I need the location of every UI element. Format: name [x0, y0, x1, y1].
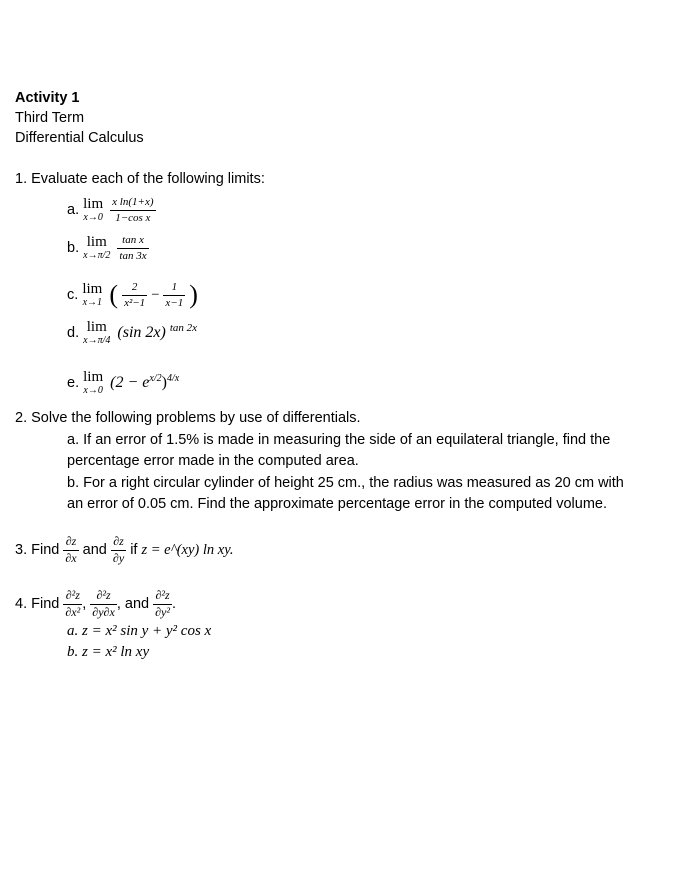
q1e-outer-exponent: 4/x: [166, 373, 180, 384]
q2a-item: [67, 430, 610, 472]
q1-prompt: 1. Evaluate each of the following limits:: [15, 171, 265, 187]
q1e-close-paren: ): [161, 374, 167, 391]
q1b-item: [67, 234, 149, 262]
q1d-base: (sin 2x): [117, 324, 166, 341]
q1d-item: [67, 320, 197, 346]
q1e-item: [67, 370, 179, 396]
q2b-line-2: an error of 0.05 cm. Find the approximate percentage error in the computed volume.: [67, 496, 608, 512]
q1c-item: [67, 280, 198, 310]
q1e-label: e.: [67, 374, 80, 391]
activity-title: Activity 1: [15, 90, 80, 106]
q1c-right-paren: ): [189, 280, 198, 309]
q2b-line-1: b. For a right circular cylinder of height 25 cm., the radius was measured as 20 cm with: [67, 475, 624, 491]
subject-label: Differential Calculus: [15, 130, 144, 146]
q1c-limit: lim x→1: [82, 281, 103, 308]
q4a-item: a. z = x² sin y + y² cos x: [67, 623, 212, 639]
q2-prompt: 2. Solve the following problems by use of differentials.: [15, 410, 361, 426]
q4-d2z-dx2: $\frac{\text{∂²z}}{\text{∂x²}}$: [65, 588, 81, 619]
q1e-base: (2 − e: [110, 374, 150, 391]
q1c-left-paren: (: [109, 280, 119, 309]
q2a-line-1: a. If an error of 1.5% is made in measuring the side of an equilateral triangle, find the: [67, 432, 611, 448]
q3-expression: z = e^(xy) ln xy.: [141, 542, 234, 559]
q3-find-label: 3. Find: [15, 542, 60, 559]
q1c-fraction-1: $\frac{2}{\text{x²−1}}$: [124, 280, 146, 309]
q4-d2z-dy2: $\frac{\text{∂²z}}{\text{∂y²}}$: [155, 588, 170, 619]
q4b-item: b. z = x² ln xy: [67, 644, 150, 660]
q3-dz-dy: $\frac{\partial z}{\partial y}$: [112, 534, 125, 565]
q1a-fraction: $\frac{\text{x ln(1+x)}}{\text{1−cos x}}$: [112, 196, 154, 224]
q1d-limit: lim x→π/4: [83, 319, 111, 346]
q3-and-label: and: [82, 542, 107, 559]
term-label: Third Term: [15, 110, 85, 126]
q2b-item: [67, 473, 624, 515]
q1a-item: [67, 196, 156, 224]
q4-d2z-dydx: $\frac{\text{∂²z}}{\partial y\partial x}$: [92, 588, 115, 619]
q1d-label: d.: [67, 324, 80, 341]
q1c-label: c.: [67, 286, 79, 303]
q1a-limit: lim x→0: [83, 196, 104, 224]
q4-find-label: 4. Find: [15, 596, 60, 613]
q3-if-label: if: [130, 542, 138, 559]
q1b-fraction: $\frac{\text{tan x}}{\tan 3x}$: [119, 234, 147, 262]
q4-and-label: and: [124, 596, 150, 613]
q1a-label: a.: [67, 201, 80, 218]
q1d-exponent: tan 2x: [169, 322, 198, 334]
q1e-limit: lim x→0: [83, 369, 104, 396]
q3-dz-dx: $\frac{\partial z}{\partial x}$: [65, 534, 77, 565]
q1b-limit: lim x→π/2: [83, 234, 111, 262]
q1e-inner-exponent: x/2: [149, 373, 162, 384]
q4-item: 4. Find $\frac{\text{∂²z}}{\text{∂x²}}$ , $\frac{\text{∂²z}}{\partial y\partial x}$ , and $\frac{\text{∂²z}}{\text{∂y²}}$ .: [15, 588, 176, 619]
q2a-line-2: percentage error made in the computed area.: [67, 453, 359, 469]
q1b-label: b.: [67, 239, 80, 256]
q1c-minus: −: [151, 286, 160, 303]
q1c-fraction-2: $\frac{1}{x-1}$: [165, 280, 184, 309]
q3-item: [15, 535, 233, 566]
